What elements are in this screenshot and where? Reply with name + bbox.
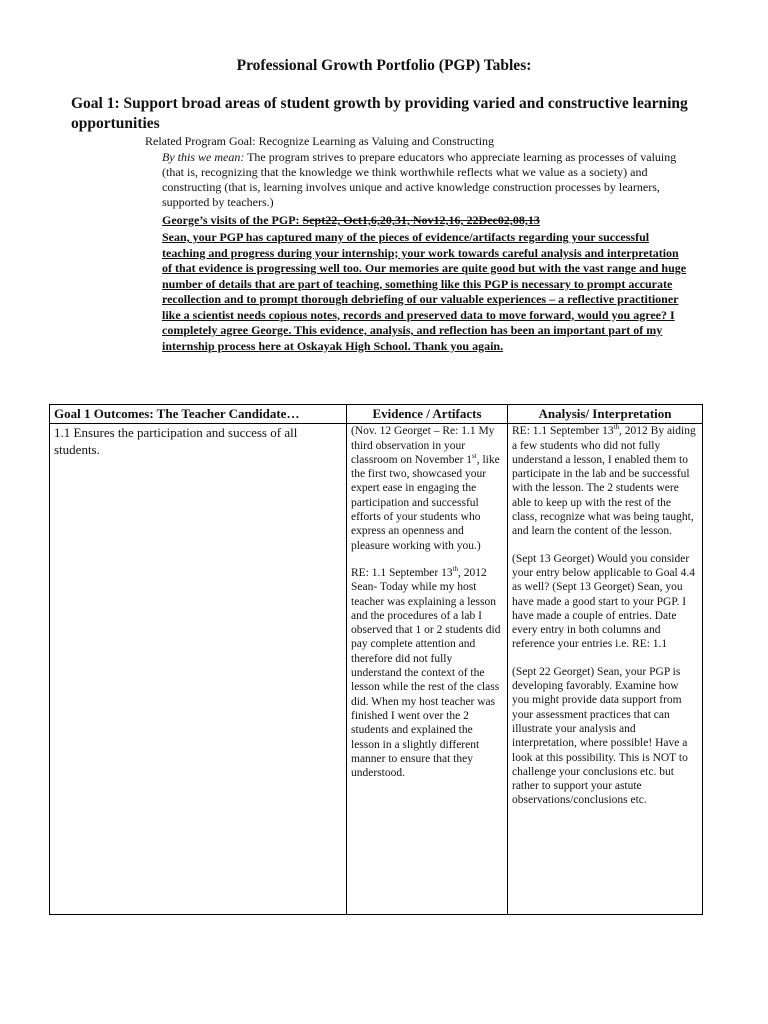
supervisor-feedback: Sean, your PGP has captured many of the pieces of evidence/artifacts regarding your successful teaching and progress during your internship; your work towards careful analysis and interpretation of that evidence is progressing well too. Our memories are quite good but with the vast range and huge number of details that are part of teaching, something like this PGP is necessary to prompt accurate recollection and to prompt thorough debriefing of our valuable experiences – a reflective practitioner like a scientist needs copious notes, records and preserved data to move forward, would you agree? I completely agree George. This evidence, analysis, and reflection has been an important part of my internship process here at Oskayak High School. Thank you again. <box>162 230 687 353</box>
evidence-text: , like the first two, showcased your expert ease in engaging the participation and successful efforts of your students who express an openness and pleasure working with you.) <box>351 453 500 552</box>
outcomes-table <box>49 404 703 915</box>
related-program-goal: Related Program Goal: Recognize Learning as Valuing and Constructing <box>145 134 495 148</box>
header-analysis: Analysis/ Interpretation <box>508 405 703 424</box>
analysis-paragraph: (Sept 22 Georget) Sean, your PGP is developing favorably. Examine how you might provide data support from your assessment practices that can illustrate your analysis and interpretation, where possible! Have a look at this possibility. This is NOT to challenge your conclusions etc. but rather to support your astute observations/conclusions etc. <box>512 665 688 807</box>
visits-prefix: George’s visits of the PGP: <box>162 213 303 227</box>
visits-dates: Sept22, Oct1,6,20,31, Nov12,16, 22Dec02,08,13 <box>302 213 540 227</box>
analysis-text: , 2012 By aiding a few students who did not fully understand a lesson, I enabled them to participate in the lab and be successful with the lesson. The 2 students were able to keep up with the rest of the class, recognize what was being taught, and learn the content of the lesson. <box>512 425 696 538</box>
ordinal-suffix: th <box>452 565 459 574</box>
table-row <box>50 424 703 915</box>
ordinal-suffix: st <box>472 452 477 461</box>
table-header-row <box>50 405 703 424</box>
analysis-paragraph: (Sept 13 Georget) Would you consider your entry below applicable to Goal 4.4 as well? (Sept 13 Georget) Sean, you have made a good start to your PGP. I have made a couple of entries. Date every entry in both columns and reference your entries i.e. RE: 1.1 <box>512 552 695 651</box>
analysis-cell <box>508 424 703 915</box>
evidence-paragraph <box>351 424 503 553</box>
analysis-paragraph <box>512 424 698 538</box>
visits-line <box>162 213 692 228</box>
outcome-cell: 1.1 Ensures the participation and success of all students. <box>50 424 347 915</box>
analysis-text: RE: 1.1 September 13 <box>512 425 614 438</box>
header-evidence: Evidence / Artifacts <box>347 405 508 424</box>
ordinal-suffix: th <box>613 423 620 432</box>
meaning-text: The program strives to prepare educators who appreciate learning as processes of valuing (that is, recognizing that the knowledge we think worthwhile reflects what we value as a society) and constructing (that is, learning involves unique and active knowledge construction processes by learners, supported by teachers.) <box>162 150 677 209</box>
evidence-text: RE: 1.1 September 13 <box>351 566 453 579</box>
goal-meaning <box>162 150 687 210</box>
evidence-text: (Nov. 12 Georget – Re: 1.1 My third observation in your classroom on November 1 <box>351 425 495 466</box>
meaning-label: By this we mean: <box>162 150 245 164</box>
goal-heading: Goal 1: Support broad areas of student growth by providing varied and constructive learning opportunities <box>71 95 688 132</box>
evidence-cell <box>347 424 508 915</box>
header-outcomes: Goal 1 Outcomes: The Teacher Candidate… <box>50 405 347 424</box>
evidence-paragraph <box>351 566 503 780</box>
page-title: Professional Growth Portfolio (PGP) Tables: <box>236 57 532 74</box>
evidence-text: , 2012 Sean- Today while my host teacher was explaining a lesson and the procedures of a lab I observed that 1 or 2 students did pay complete attention and therefore did not fully understand the context of the lesson while the rest of the class did. When my host teacher was finished I went over the 2 students and explained the lesson in a slightly different manner to ensure that they understood. <box>351 566 501 780</box>
